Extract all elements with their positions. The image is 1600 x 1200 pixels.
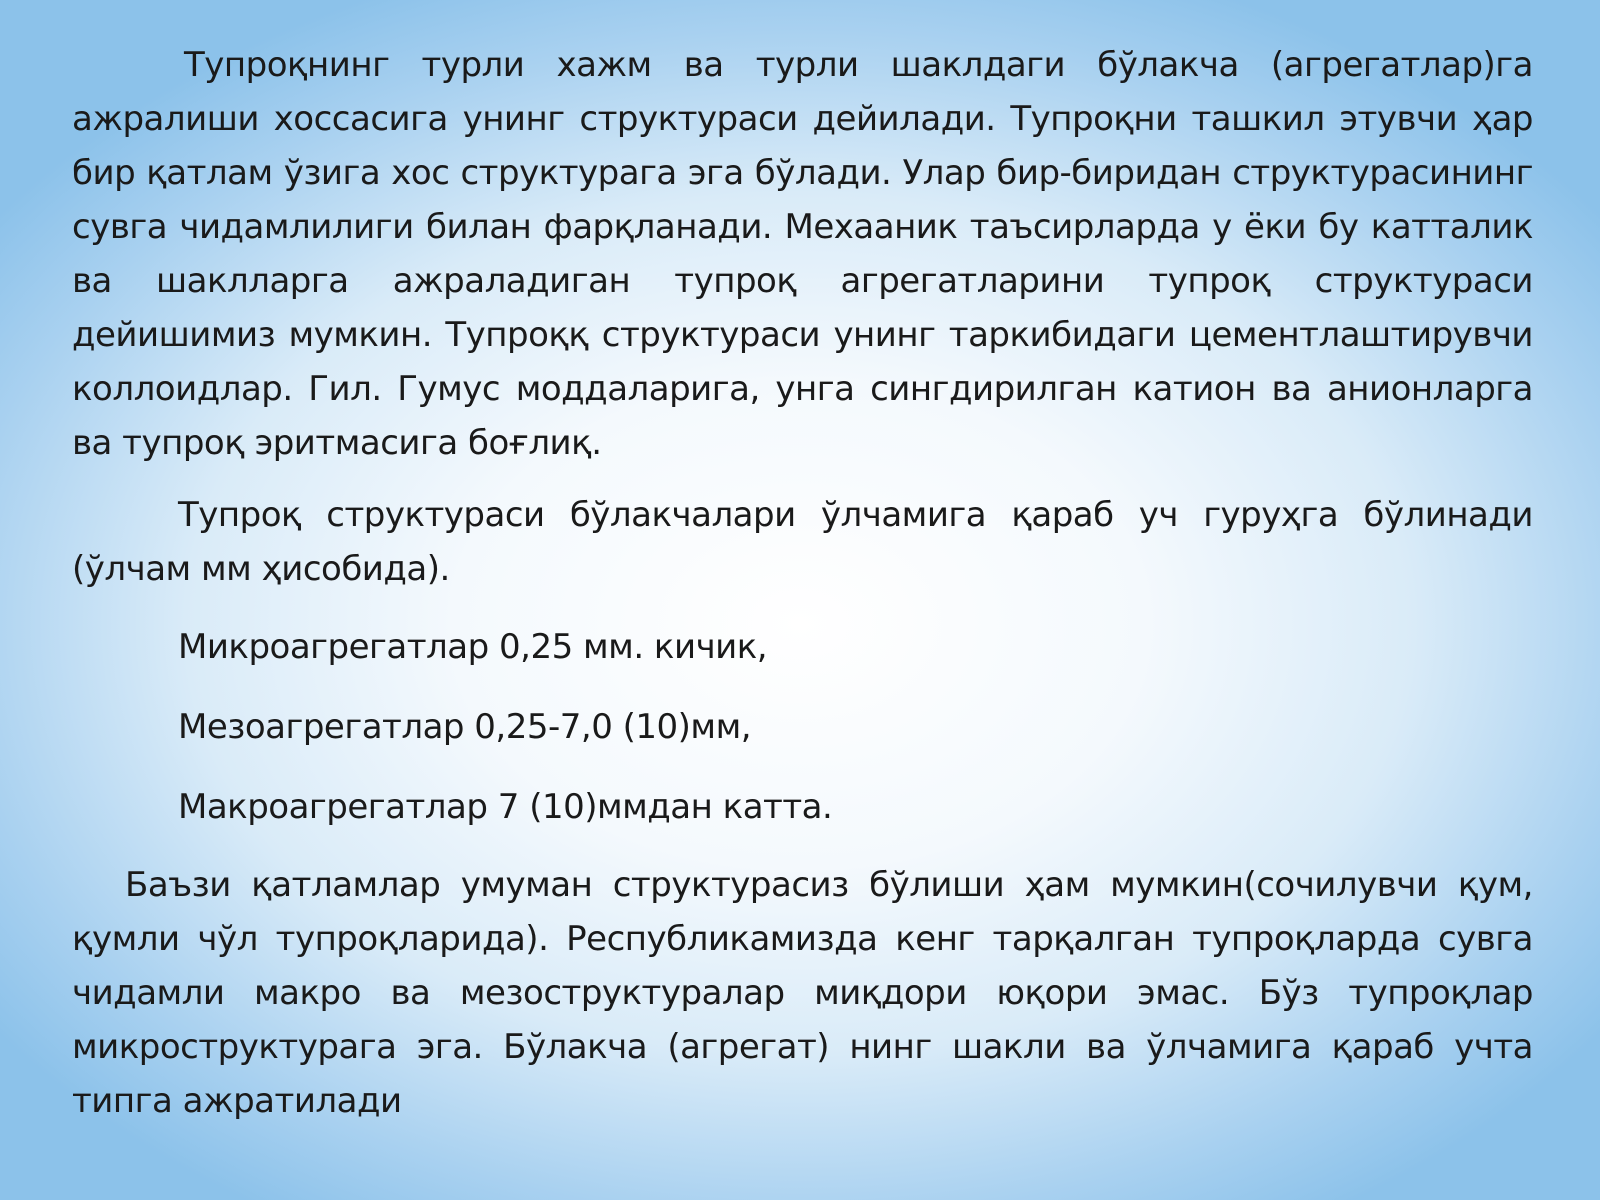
slide-content — [72, 38, 1533, 1128]
paragraph-structureless-layers: Баъзи қатламлар умуман структурасиз бўлиши ҳам мумкин(сочилувчи қум, қумли чўл тупроқларида). Республикамизда кенг тарқалган тупроқларда сувга чидамли макро ва мезоструктуралар миқдори юқори эмас. Бўз тупроқлар микроструктурага эга. Бўлакча (агрегат) нинг шакли ва ўлчамига қараб учта типга ажратилади — [72, 865, 1533, 1121]
paragraph-structure-groups: Тупроқ структураси бўлакчалари ўлчамига қараб уч гуруҳга бўлинади (ўлчам мм ҳисобида). — [72, 495, 1533, 589]
list-item-macroaggregates: Макроагрегатлар 7 (10)ммдан катта. — [178, 787, 833, 827]
paragraph-soil-structure-definition: Тупроқнинг турли хажм ва турли шаклдаги бўлакча (агрегатлар)га ажралиши хоссасига унинг структураси дейилади. Тупроқни ташкил этувчи ҳар бир қатлам ўзига хос структурага эга бўлади. Улар бир-биридан структурасининг сувга чидамлилиги билан фарқланади. Мехааник таъсирларда у ёки бу катталик ва шаклларга ажраладиган тупроқ агрегатларини тупроқ структураси дейишимиз мумкин. Тупроққ структураси унинг таркибидаги цементлаштирувчи коллоидлар. Гил. Гумус моддаларига, унга сингдирилган катион ва анионларга ва тупроқ эритмасига боғлиқ. — [72, 45, 1533, 463]
list-item-microaggregates: Микроагрегатлар 0,25 мм. кичик, — [178, 627, 768, 667]
list-item-mesoaggregates: Мезоагрегатлар 0,25-7,0 (10)мм, — [178, 707, 752, 747]
